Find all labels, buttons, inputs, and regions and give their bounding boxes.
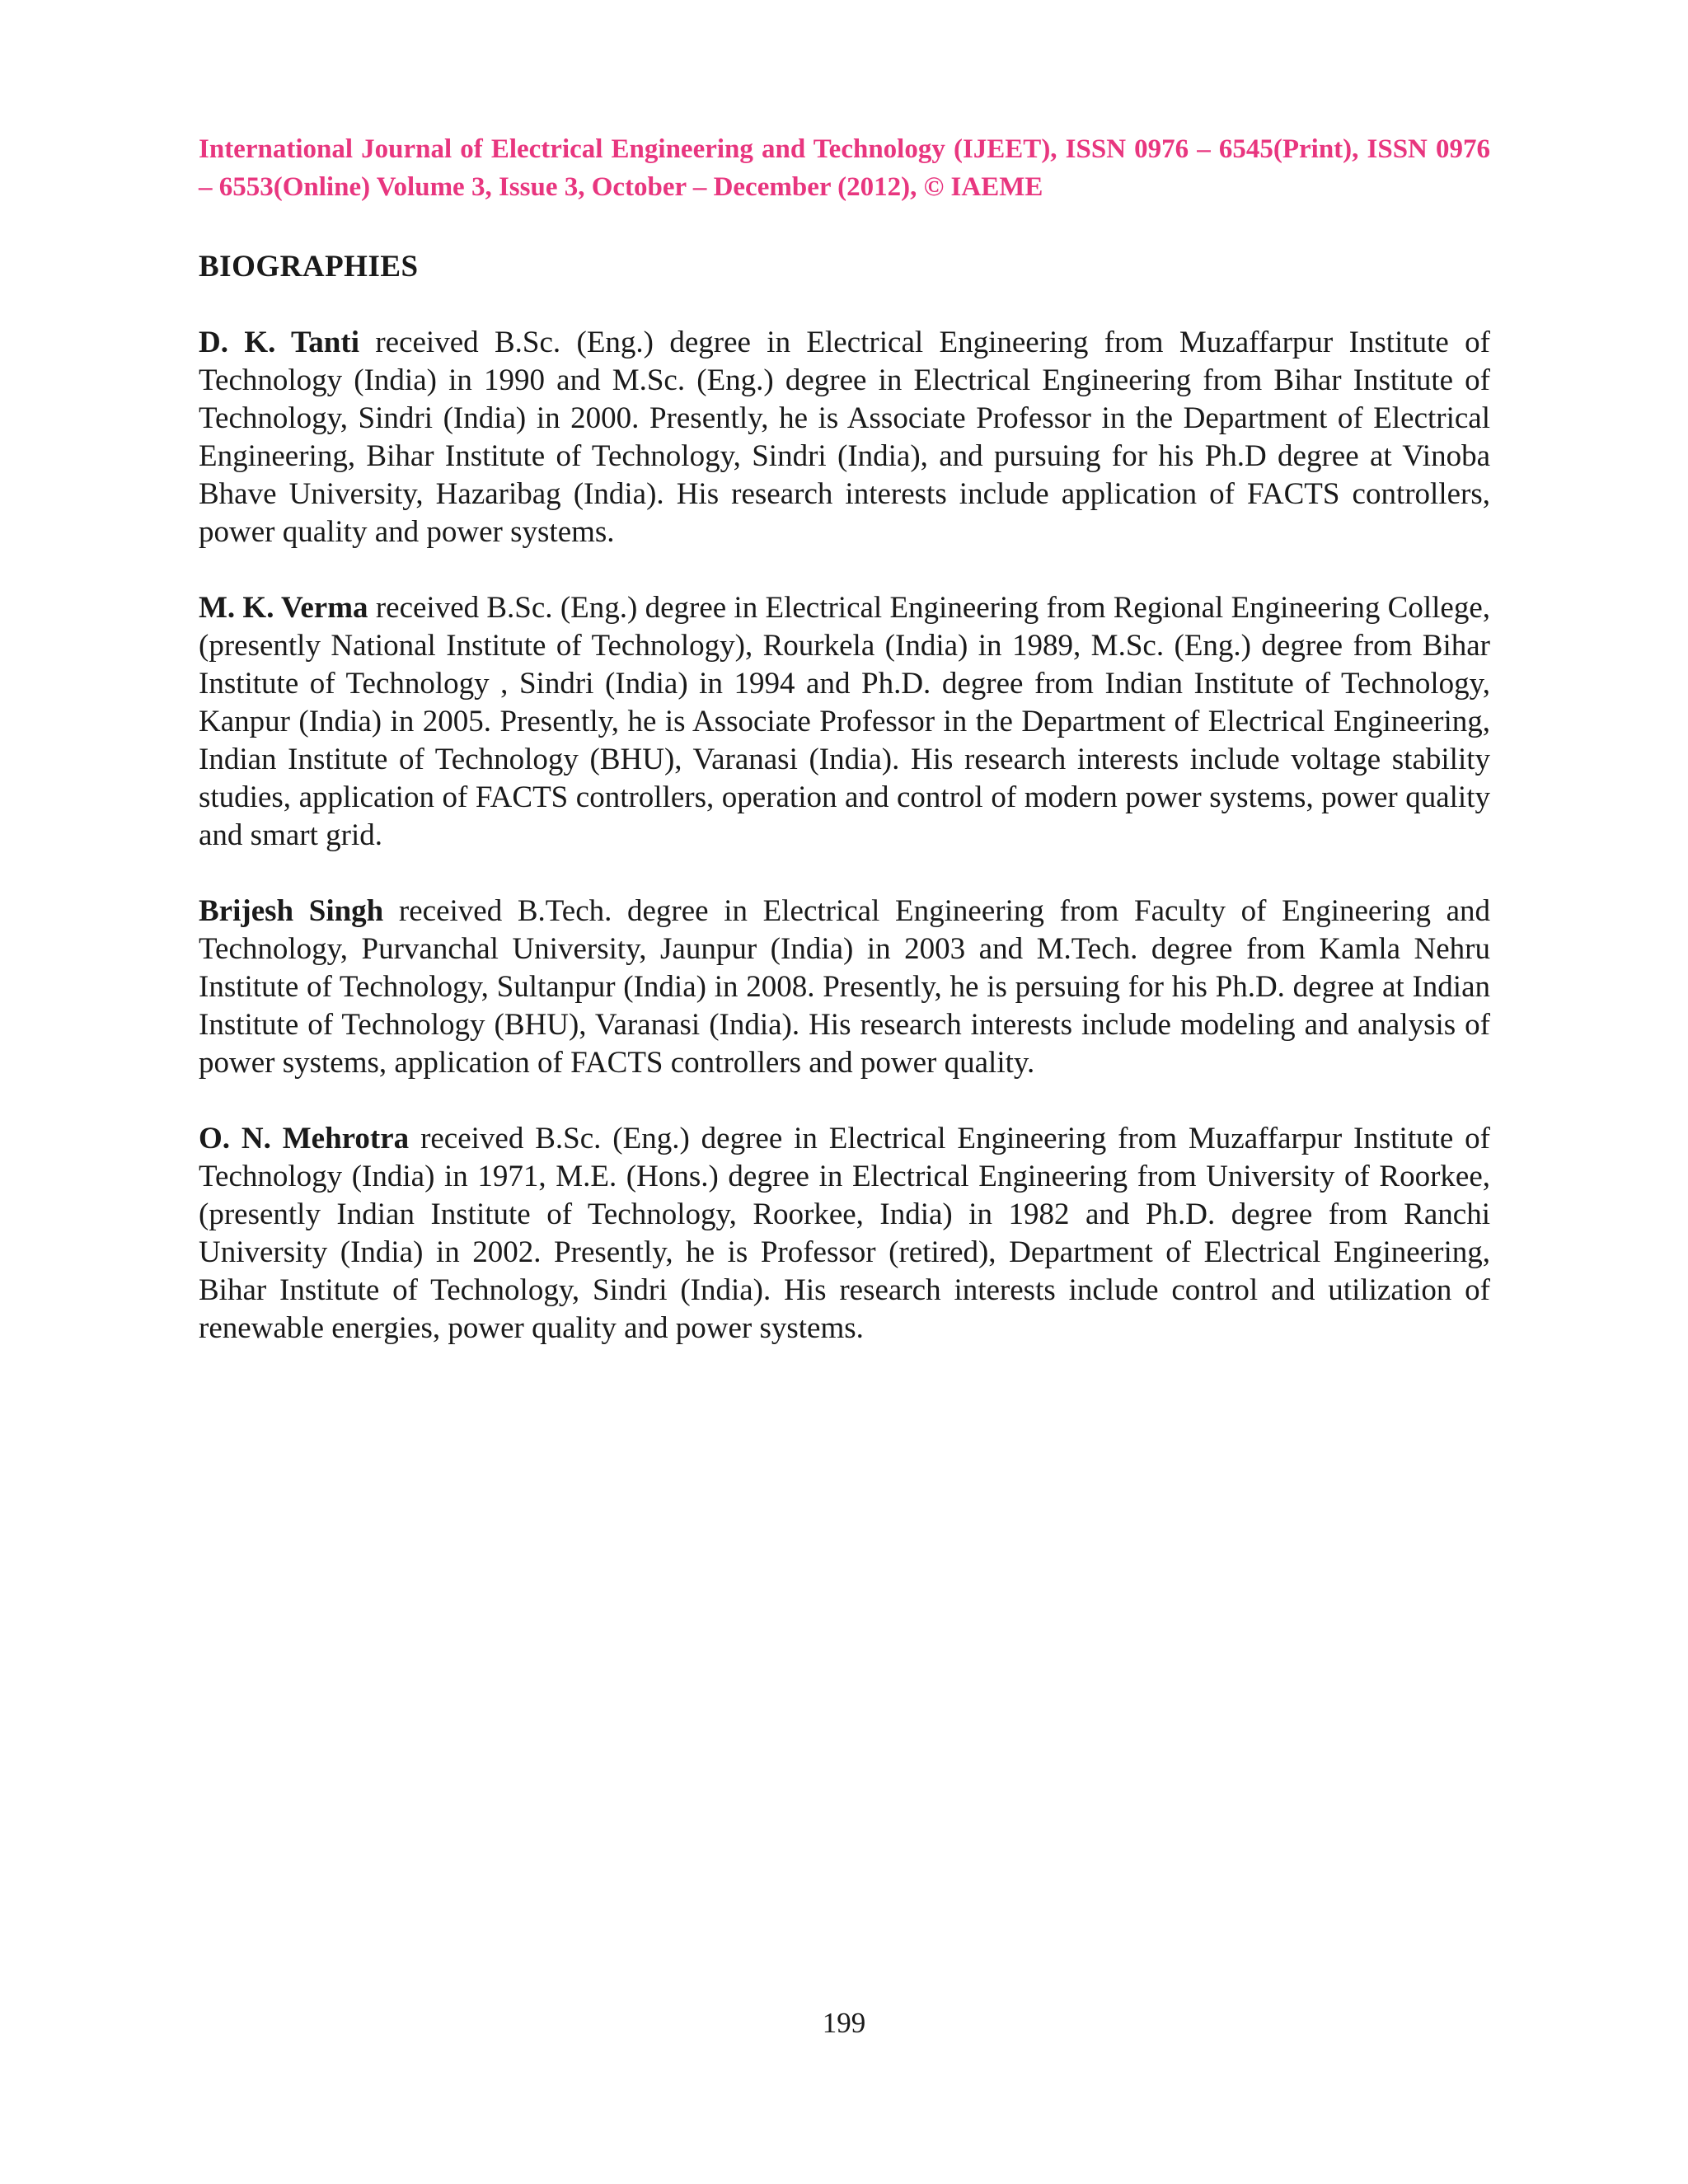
page-number: 199 — [822, 2007, 866, 2039]
bio-text: received B.Sc. (Eng.) degree in Electrical Engineering from Muzaffarpur Institute of Technology (India) in 1971, M.E. (Hons.) degree in Electrical Engineering from University of Roorkee, (presently Indian Institute of Technology, Roorkee, India) in 1982 and Ph.D. degree from Ranchi University (India) in 2002. Presently, he is Professor (retired), Department of Electrical Engineering, Bihar Institute of Technology, Sindri (India). His research interests include control and utilization of renewable energies, power quality and power systems. — [199, 1122, 1491, 1345]
bio-paragraph — [199, 893, 1490, 1082]
author-name: D. K. Tanti — [199, 326, 359, 359]
bio-paragraph — [199, 324, 1490, 551]
bio-text: received B.Sc. (Eng.) degree in Electrical Engineering from Muzaffarpur Institute of Technology (India) in 1990 and M.Sc. (Eng.) degree in Electrical Engineering from Bihar Institute of Technology, Sindri (India) in 2000. Presently, he is Associate Professor in the Department of Electrical Engineering, Bihar Institute of Technology, Sindri (India), and pursuing for his Ph.D degree at Vinoba Bhave University, Hazaribag (India). His research interests include application of FACTS controllers, power quality and power systems. — [199, 326, 1490, 549]
author-name: Brijesh Singh — [199, 894, 384, 928]
section-title: BIOGRAPHIES — [199, 250, 419, 284]
author-name: O. N. Mehrotra — [199, 1122, 410, 1155]
bio-text: received B.Tech. degree in Electrical Engineering from Faculty of Engineering and Technology, Purvanchal University, Jaunpur (India) in 2003 and M.Tech. degree from Kamla Nehru Institute of Technology, Sultanpur (India) in 2008. Presently, he is persuing for his Ph.D. degree at Indian Institute of Technology (BHU), Varanasi (India). His research interests include modeling and analysis of power systems, application of FACTS controllers and power quality. — [199, 894, 1491, 1080]
journal-header: International Journal of Electrical Engineering and Technology (IJEET), ISSN 0976 – 6545(Print), ISSN 0976 – 6553(Online) Volume 3, Issue 3, October – December (2012), © IAEME — [199, 134, 1490, 202]
author-name: M. K. Verma — [199, 591, 368, 625]
page-content — [199, 130, 1490, 1347]
bio-paragraph — [199, 589, 1490, 855]
bio-text: received B.Sc. (Eng.) degree in Electrical Engineering from Regional Engineering College, (presently National Institute of Technology), Rourkela (India) in 1989, M.Sc. (Eng.) degree from Bihar Institute of Technology , Sindri (India) in 1994 and Ph.D. degree from Indian Institute of Technology, Kanpur (India) in 2005. Presently, he is Associate Professor in the Department of Electrical Engineering, Indian Institute of Technology (BHU), Varanasi (India). His research interests include voltage stability studies, application of FACTS controllers, operation and control of modern power systems, power quality and smart grid. — [199, 591, 1490, 852]
bio-paragraph — [199, 1120, 1490, 1347]
